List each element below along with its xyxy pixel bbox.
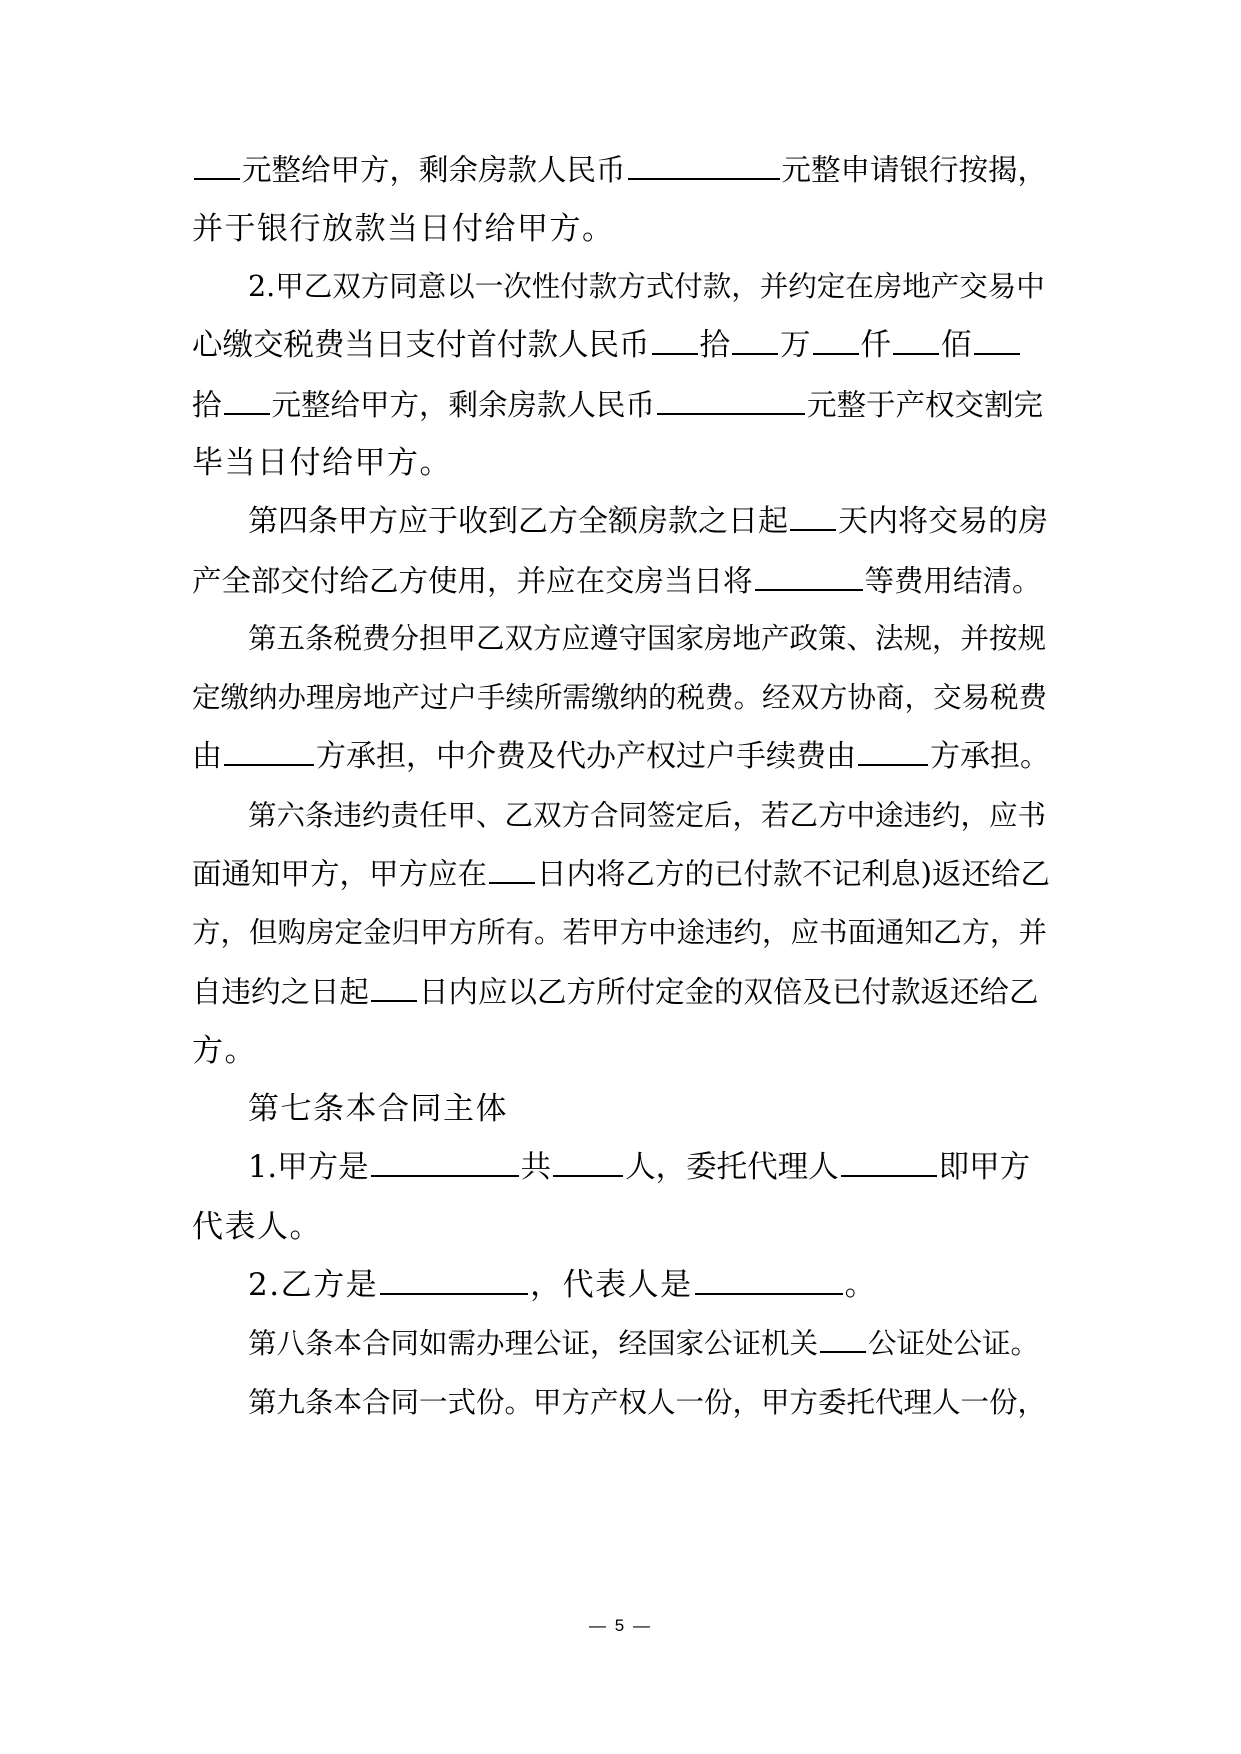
blank-field[interactable] xyxy=(371,1149,519,1177)
blank-field[interactable] xyxy=(755,563,863,591)
text-line: 方。 xyxy=(192,1033,257,1069)
section-heading: 第七条本合同主体 xyxy=(248,1091,508,1127)
text-line: 元整给甲方，剩余房款人民币 元整申请银行按揭， xyxy=(192,150,1047,190)
text-line: 第四条甲方应于收到乙方全额房款之日起 天内将交易的房 xyxy=(248,504,1048,539)
text-line: 心缴交税费当日支付首付款人民币 拾 万 仟 佰 xyxy=(192,326,1022,366)
text-line: 产全部交付给乙方使用，并应在交房当日将 等费用结清。 xyxy=(192,564,1042,598)
text-line: 第八条本合同如需办理公证，经国家公证机关 公证处公证。 xyxy=(248,1327,1040,1360)
blank-field[interactable] xyxy=(974,327,1020,355)
blank-field[interactable] xyxy=(893,327,939,355)
blank-field[interactable] xyxy=(628,152,780,180)
blank-field[interactable] xyxy=(820,1325,866,1353)
text-line: 代表人。 xyxy=(192,1209,322,1245)
blank-field[interactable] xyxy=(224,387,270,415)
blank-field[interactable] xyxy=(790,503,836,531)
text-line: 2.乙方是 ，代表人是 。 xyxy=(248,1267,878,1303)
blank-field[interactable] xyxy=(489,856,535,884)
blank-field[interactable] xyxy=(657,387,805,415)
text-line: 第九条本合同一式份。甲方产权人一份，甲方委托代理人一份， xyxy=(248,1386,1047,1419)
text-line: 2.甲乙双方同意以一次性付款方式付款，并约定在房地产交易中 xyxy=(248,270,1045,303)
text-line: 自违约之日起 日内应以乙方所付定金的双倍及已付款返还给乙 xyxy=(192,975,1039,1009)
text-line: 由 方承担，中介费及代办产权过户手续费由 方承担。 xyxy=(192,739,1050,774)
blank-field[interactable] xyxy=(380,1267,528,1295)
blank-field[interactable] xyxy=(652,327,698,355)
text-line: 面通知甲方，甲方应在 日内将乙方的已付款不记利息)返还给乙 xyxy=(192,857,1051,891)
blank-field[interactable] xyxy=(371,974,417,1002)
page-number: — 5 — xyxy=(589,1616,652,1635)
blank-field[interactable] xyxy=(695,1267,843,1295)
text-line: 拾 元整给甲方，剩余房款人民币 元整于产权交割完 xyxy=(192,388,1044,422)
blank-field[interactable] xyxy=(841,1149,937,1177)
blank-field[interactable] xyxy=(858,738,928,766)
text-line: 定缴纳办理房地产过户手续所需缴纳的税费。经双方协商，交易税费 xyxy=(192,681,1048,714)
text-line: 毕当日付给甲方。 xyxy=(192,445,452,481)
blank-field[interactable] xyxy=(194,152,240,180)
blank-field[interactable] xyxy=(224,738,314,766)
blank-field[interactable] xyxy=(553,1149,623,1177)
text-line: 第六条违约责任甲、乙双方合同签定后，若乙方中途违约，应书 xyxy=(248,799,1047,832)
text-line: 第五条税费分担甲乙双方应遵守国家房地产政策、法规，并按规 xyxy=(248,622,1047,655)
text-line: 1.甲方是 共 人，委托代理人 即甲方 xyxy=(248,1150,1031,1185)
text-line: 并于银行放款当日付给甲方。 xyxy=(192,211,615,247)
text-line: 方，但购房定金归甲方所有。若甲方中途违约，应书面通知乙方，并 xyxy=(192,916,1048,949)
blank-field[interactable] xyxy=(813,327,859,355)
blank-field[interactable] xyxy=(732,327,778,355)
